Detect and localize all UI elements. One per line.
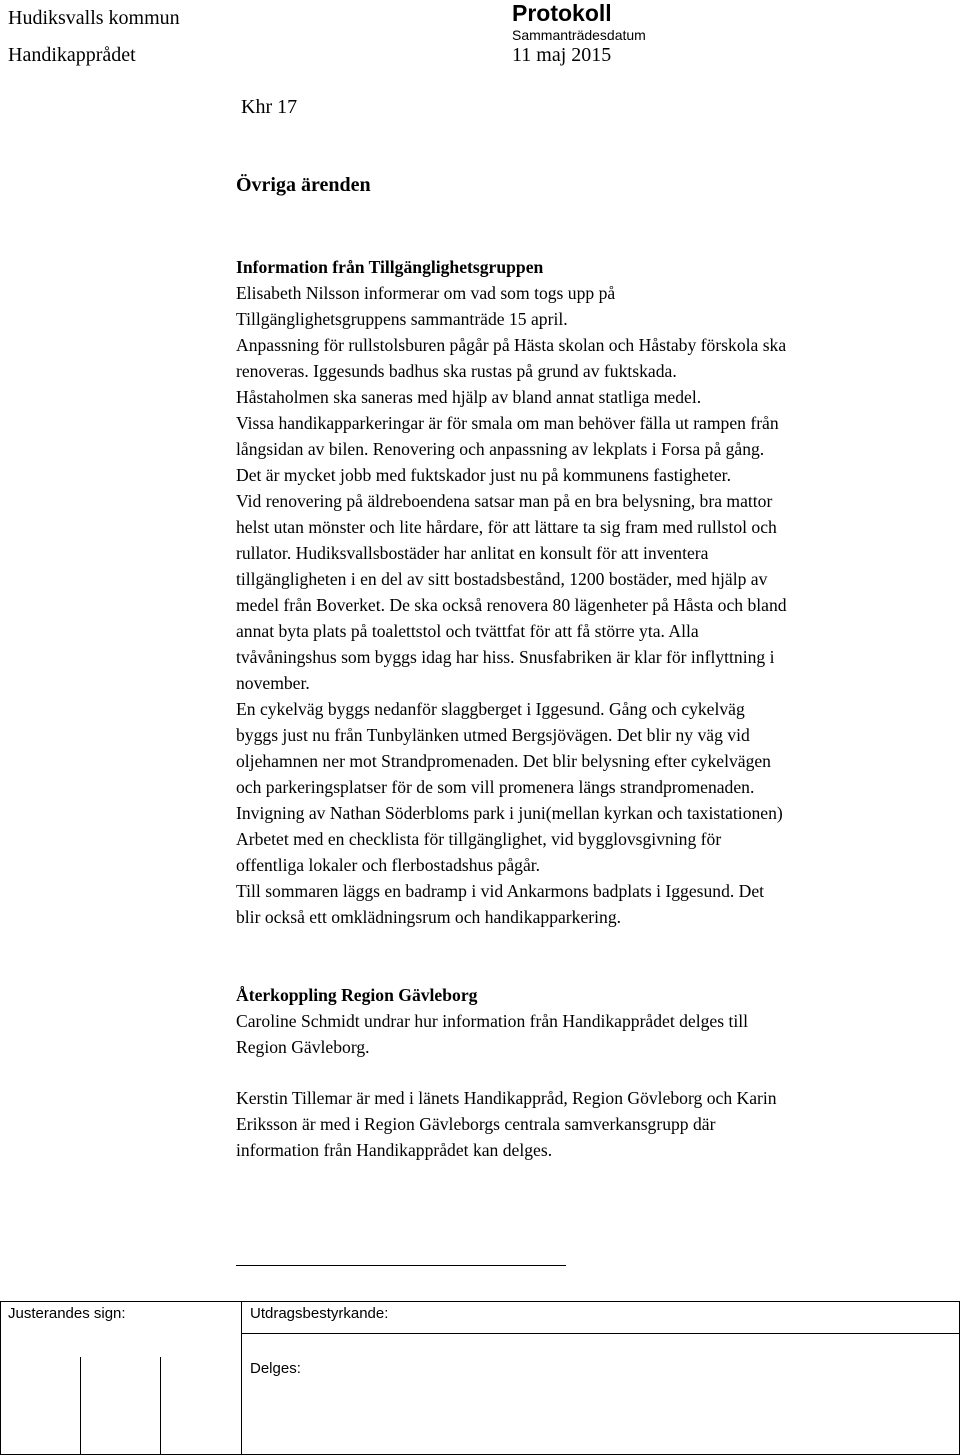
paragraph-line: november. [236, 673, 310, 693]
paragraph-line: Elisabeth Nilsson informerar om vad som togs upp på [236, 283, 616, 303]
paragraph-line: Vid renovering på äldreboendena satsar man på en bra belysning, bra mattor [236, 491, 773, 511]
delges-label: Delges: [250, 1360, 301, 1377]
paragraph-line: rullator. Hudiksvallsbostäder har anlitat en konsult för att inventera [236, 543, 709, 563]
paragraph-line: Invigning av Nathan Söderbloms park i juni(mellan kyrkan och taxistationen) [236, 803, 783, 823]
signature-box-divider [160, 1357, 161, 1455]
paragraph-line: oljehamnen ner mot Strandpromenaden. Det blir belysning efter cykelvägen [236, 751, 771, 771]
footer-table [0, 1301, 960, 1456]
paragraph-line: Caroline Schmidt undrar hur information från Handikapprådet delges till [236, 1011, 749, 1031]
paragraph-line: och parkeringsplatser för de som vill promenera längs strandpromenaden. [236, 777, 755, 797]
paragraph-line: Anpassning för rullstolsburen pågår på Hästa skolan och Håstaby förskola ska [236, 335, 787, 355]
justerandes-sign-label: Justerandes sign: [8, 1305, 126, 1322]
paragraph-line: offentliga lokaler och flerbostadshus pågår. [236, 855, 541, 875]
paragraph-line: tvåvåningshus som byggs idag har hiss. Snusfabriken är klar för inflyttning i [236, 647, 775, 667]
paragraph-line: tillgängligheten i en del av sitt bostadsbestånd, 1200 bostäder, med hjälp av [236, 569, 768, 589]
block-heading: Återkoppling Region Gävleborg [236, 985, 478, 1005]
region-feedback-block [236, 982, 748, 1060]
footer-column-divider [241, 1301, 242, 1455]
document-type: Protokoll [512, 0, 612, 26]
paragraph-line: Arbetet med en checklista för tillgänglighet, vid bygglovsgivning för [236, 829, 722, 849]
paragraph-line: Tillgänglighetsgruppens sammanträde 15 april. [236, 309, 568, 329]
paragraph-line: Region Gävleborg. [236, 1037, 370, 1057]
paragraph-line: Till sommaren läggs en badramp i vid Ankarmons badplats i Iggesund. Det [236, 881, 765, 901]
paragraph-line: renoveras. Iggesunds badhus ska rustas på grund av fuktskada. [236, 361, 677, 381]
signature-line [236, 1265, 566, 1266]
paragraph-line: blir också ett omklädningsrum och handikapparkering. [236, 907, 622, 927]
organization-name: Hudiksvalls kommun [8, 7, 180, 29]
block-heading: Information från Tillgänglighetsgruppen [236, 257, 544, 277]
signature-box-divider [80, 1357, 81, 1455]
footer-bottom-border [0, 1454, 960, 1455]
region-info-block [236, 1085, 777, 1163]
paragraph-line: Det är mycket jobb med fuktskador just nu på kommunens fastigheter. [236, 465, 731, 485]
paragraph-line: annat byta plats på toalettstol och tvättfat för att få större yta. Alla [236, 621, 699, 641]
paragraph-line: Håstaholmen ska saneras med hjälp av bland annat statliga medel. [236, 387, 702, 407]
paragraph-line: medel från Boverket. De ska också renovera 80 lägenheter på Håsta och bland [236, 595, 787, 615]
paragraph-line: byggs just nu från Tunbylänken utmed Bergsjövägen. Det blir ny väg vid [236, 725, 750, 745]
footer-divider [241, 1333, 960, 1334]
meeting-date: 11 maj 2015 [512, 44, 612, 66]
footer-left-border [0, 1301, 1, 1455]
council-name: Handikapprådet [8, 44, 136, 66]
paragraph-line: information från Handikapprådet kan delges. [236, 1140, 553, 1160]
information-block [236, 254, 787, 930]
section-number: Khr 17 [241, 96, 298, 118]
paragraph-line: En cykelväg byggs nedanför slaggberget i Iggesund. Gång och cykelväg [236, 699, 745, 719]
paragraph-line: Vissa handikapparkeringar är för smala om man behöver fälla ut rampen från [236, 413, 779, 433]
page-title: Övriga ärenden [236, 174, 371, 196]
date-label: Sammanträdesdatum [512, 27, 646, 43]
paragraph-line: Eriksson är med i Region Gävleborgs centrala samverkansgrupp där [236, 1114, 716, 1134]
paragraph-line: långsidan av bilen. Renovering och anpassning av lekplats i Forsa på gång. [236, 439, 765, 459]
utdragsbestyrkande-label: Utdragsbestyrkande: [250, 1305, 389, 1322]
paragraph-line: helst utan mönster och lite hårdare, för att lättare ta sig fram med rullstol och [236, 517, 777, 537]
paragraph-line: Kerstin Tillemar är med i länets Handikappråd, Region Gövleborg och Karin [236, 1088, 777, 1108]
footer-top-border [0, 1301, 960, 1302]
